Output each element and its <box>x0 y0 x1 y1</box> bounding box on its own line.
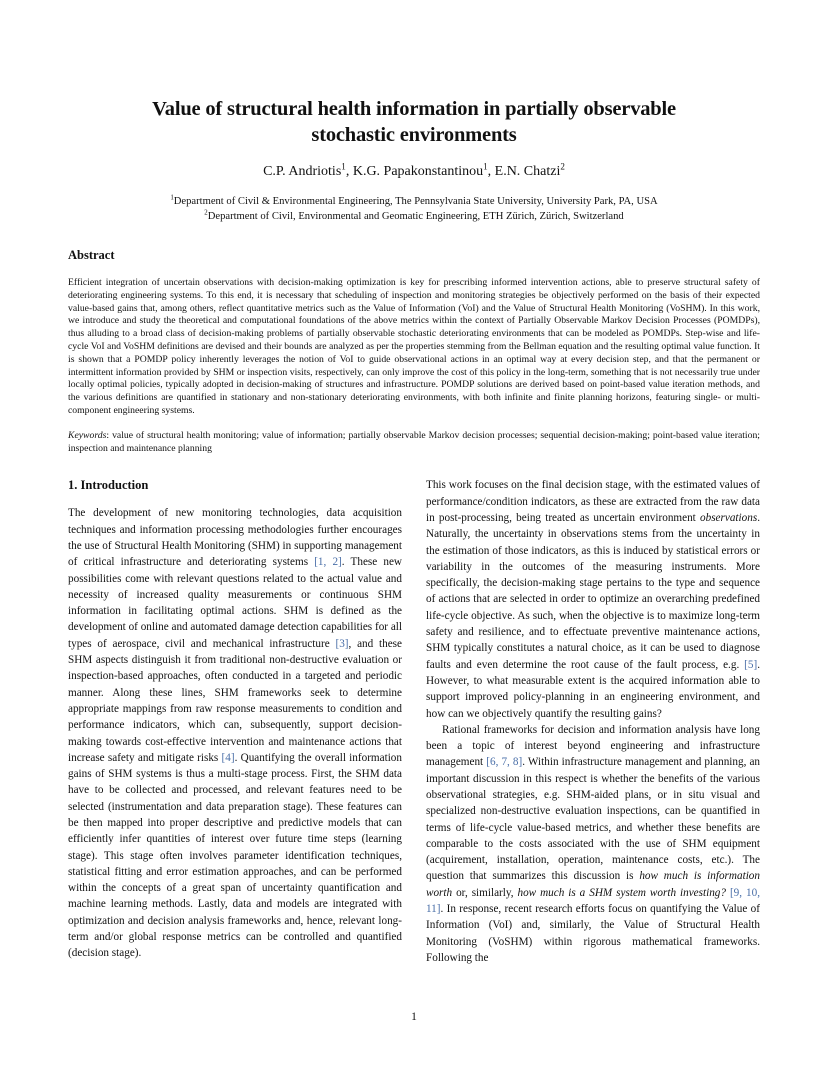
author-name: C.P. Andriotis <box>263 164 342 179</box>
citation-link[interactable]: [3] <box>335 637 349 650</box>
citation-link[interactable]: [9, 10, 11] <box>426 886 760 916</box>
body-text: or, similarly, <box>452 886 518 899</box>
affiliation-line <box>68 194 760 209</box>
paper-title: Value of structural health information in partially observable stochastic environments <box>152 98 676 146</box>
left-column <box>68 477 403 960</box>
keywords-text: : value of structural health monitoring; value of information; partially observable Markov decision processes; sequential decision-making; point-based value iteration; inspection and maintenance planning <box>68 429 760 454</box>
emphasized-text: how much is a SHM system worth investing? <box>517 886 726 899</box>
abstract-text: Efficient integration of uncertain observations with decision-making optimization is key for prescribing informed intervention actions, able to preserve structural safety of deteriorating engineering systems. To this end, it is necessary that scheduling of inspection and monitoring strategies be objectively performed on the basis of their expected value-based gains that, among others, reflect quantitative metrics such as the Value of Information (VoI) and the Value of Structural Health Monitoring (VoSHM). In this work, we introduce and study the theoretical and computational foundations of the above metrics within the context of Partially Observable Markov Decision Processes (POMDPs), thus alluding to a broad class of decision-making problems of partially observable stochastic deteriorating environments that can be modeled as POMDPs. Step-wise and life-cycle VoI and VoSHM definitions are devised and their bounds are analyzed as per the properties stemming from the Bellman equation and the resulting optimal value function. It is shown that a POMDP policy inherently leverages the notion of VoI to guide observational actions in an optimal way at every decision step, and that the permanent or intermittent information provided by SHM or inspection visits, respectively, can only improve the cost of this policy in the long-term, something that is not necessarily true under locally optimal policies, typically adopted in decision-making of structures and infrastructure. POMDP solutions are derived based on point-based value iteration methods, and the various definitions are quantified in stationary and non-stationary deteriorating environments, with both infinite and finite planning horizons, featuring single- or multi-component engineering systems. <box>68 277 760 416</box>
intro-paragraph-2 <box>426 477 760 721</box>
citation-link[interactable]: [4] <box>221 751 235 764</box>
right-column <box>426 477 761 964</box>
section-heading-introduction: 1. Introduction <box>68 478 149 493</box>
author-name: K.G. Papakonstantinou <box>352 164 484 179</box>
author-separator: , <box>345 164 353 179</box>
affiliation-number: 1 <box>170 194 174 202</box>
body-text: . Within infrastructure management and planning, an important discussion in this respect is whether the benefits of the various observational strategies, e.g. SHM-aided plans, or in situ visual and specialized non-destructive evaluation inspections, can be quantified in terms of life-cycle value-based metrics, and whether these benefits are comparable to the costs associated with the use of SHM equipment (acquirement, installation, operation, maintenance costs, etc.). The question that summarizes this discussion is <box>426 756 761 883</box>
body-text: This work focuses on the final decision stage, with the estimated values of performance/condition indicators, as these are extracted from the raw data in post-processing, being treated as uncertain environment <box>426 479 760 524</box>
author-name: E.N. Chatzi <box>494 164 561 179</box>
affiliations <box>68 194 760 224</box>
keywords-label: Keywords <box>68 429 107 441</box>
affiliation-line <box>68 209 760 224</box>
author-affiliation-marker: 1 <box>483 161 488 172</box>
affiliation-text: Department of Civil, Environmental and Geomatic Engineering, ETH Zürich, Zürich, Switzerland <box>207 211 624 222</box>
two-column-body <box>68 477 761 964</box>
author-affiliation-marker: 2 <box>560 161 565 172</box>
body-text: . In response, recent research efforts focus on quantifying the Value of Information (VoI) and, similarly, the Value of Structural Health Monitoring (VoSHM) within rigorous mathematical frameworks. Following the <box>426 903 760 964</box>
body-text: , and these SHM aspects distinguish it from traditional non-destructive evaluation or inspection-based approaches, often conducted in a targeted and periodic manner. Along these lines, SHM frameworks seek to determine appropriate mappings from raw response measurements to condition and performance indicators, which can, subsequently, support decision-making towards cost-effective intervention and maintenance actions that increase safety and mitigate risks <box>68 637 402 764</box>
emphasized-text: observations <box>700 511 758 524</box>
author-list <box>68 162 760 182</box>
citation-link[interactable]: [1, 2] <box>314 556 342 569</box>
body-text: Rational frameworks for decision and information analysis have long been a topic of interest beyond engineering and infrastructure management <box>426 723 760 769</box>
page-number: 1 <box>411 1011 417 1023</box>
body-text: . These new possibilities come with relevant questions related to the actual value and necessity of increased quality measurements or continuous SHM information in facilitating optimal actions. SHM is defined as the development of online and automated damage detection capabilities for all types of aerospace, civil and mechanical infrastructure <box>68 556 403 650</box>
citation-link[interactable]: [6, 7, 8] <box>486 756 523 769</box>
body-text: . Quantifying the overall information gains of SHM systems is thus a multi-stage process. First, the SHM data have to be collected and processed, and relevant features need to be selected (instrumentation and data preparation stage). These features can be then mapped into proper descriptive and predictive models that can efficiently infer quantities of interest over future time steps (learning stage). This stage often involves parameter identification techniques, statistical fitting and error estimation approaches, and can be performed within the concepts of a great span of uncertainty quantification and machine learning methods. Lastly, data and models are integrated with optimization and decision analysis frameworks and, hence, relevant long-term and/or global response metrics can be controlled and quantified (decision stage). <box>68 751 402 960</box>
author-affiliation-marker: 1 <box>341 161 346 172</box>
affiliation-text: Department of Civil & Environmental Engineering, The Pennsylvania State University, University Park, PA, USA <box>173 196 658 207</box>
author-separator: , <box>487 164 495 179</box>
intro-paragraph-1 <box>68 505 402 961</box>
citation-link[interactable]: [5] <box>744 658 758 671</box>
keywords <box>68 430 760 456</box>
body-text: The development of new monitoring technologies, data acquisition techniques and information processing methodologies further encourages the use of Structural Health Monitoring (SHM) in supporting management of critical infrastructure and deteriorating systems <box>68 507 402 569</box>
intro-paragraph-3 <box>426 722 760 966</box>
body-text: . Naturally, the uncertainty in observations stems from the uncertainty in the estimation of those indicators, as this is induced by statistical errors or variability in the outcomes of the measuring instruments. More specifically, the decision-making stage pertains to the type and sequence of actions that are selected in order to optimize an overarching predefined life-cycle objective. As such, when the objective is to maximize long-term safety and resilience, and to effectuate preventive maintenance actions, SHM typically constitutes a natural choice, as it can be used to diagnose faults and even determine the root cause of the fault process, e.g. <box>426 511 760 671</box>
abstract-heading: Abstract <box>68 248 115 262</box>
affiliation-number: 2 <box>204 209 208 217</box>
body-text: . However, to what measurable extent is the acquired information able to support improved policy-planning in an engineering environment, and how can we objectively quantify the resulting gains? <box>426 658 760 720</box>
emphasized-text: how much is information worth <box>426 870 760 899</box>
